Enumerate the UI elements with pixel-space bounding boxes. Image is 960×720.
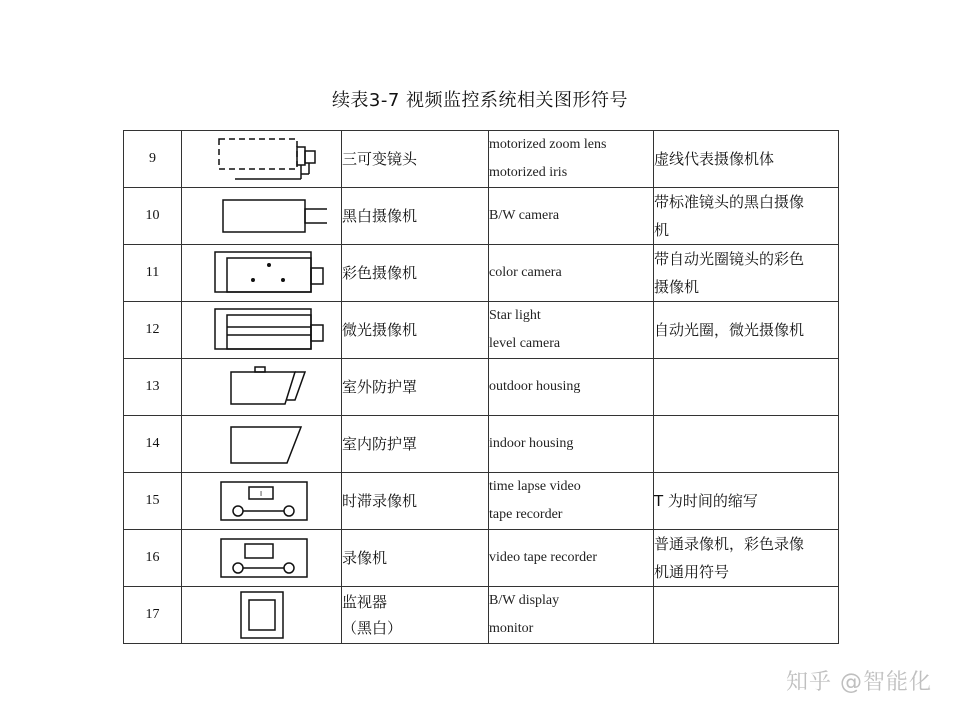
chinese-name [342, 188, 489, 245]
color-camera-icon [182, 245, 342, 302]
watermark: 知乎 @智能化 [786, 670, 932, 695]
chinese-name [342, 416, 489, 473]
row-number: 15 [124, 473, 182, 530]
svg-text:I: I [259, 490, 262, 498]
remark-line: 带自动光圈镜头的彩色 [654, 250, 805, 268]
table-row [124, 587, 839, 644]
chinese-name-line: 室内防护罩 [342, 435, 418, 453]
chinese-name [342, 530, 489, 587]
english-name [489, 131, 654, 188]
english-name [489, 245, 654, 302]
row-number: 11 [124, 245, 182, 302]
english-name [489, 530, 654, 587]
bw-display-monitor-icon [182, 587, 342, 644]
chinese-name-line: 监视器 [342, 593, 388, 611]
remark [654, 473, 839, 530]
english-name-line: video tape recorder [489, 550, 598, 565]
table-row [124, 302, 839, 359]
row-number: 12 [124, 302, 182, 359]
chinese-name [342, 587, 489, 644]
row-number: 9 [124, 131, 182, 188]
row-number: 16 [124, 530, 182, 587]
english-name-line: B/W camera [489, 208, 560, 223]
row-number: 13 [124, 359, 182, 416]
remark [654, 359, 839, 416]
english-name [489, 473, 654, 530]
row-number: 10 [124, 188, 182, 245]
bw-camera-icon [182, 188, 342, 245]
remark [654, 530, 839, 587]
english-name-line: indoor housing [489, 436, 574, 451]
chinese-name-line: 三可变镜头 [342, 150, 418, 168]
english-name [489, 188, 654, 245]
row-number: 14 [124, 416, 182, 473]
english-name-line: level camera [489, 336, 561, 351]
remark [654, 131, 839, 188]
chinese-name [342, 131, 489, 188]
english-name [489, 587, 654, 644]
chinese-name [342, 473, 489, 530]
remark [654, 188, 839, 245]
symbols-table [123, 130, 839, 644]
chinese-name-line: 彩色摄像机 [342, 264, 418, 282]
english-name-line: B/W display [489, 593, 560, 608]
chinese-name-line: 室外防护罩 [342, 378, 418, 396]
english-name-line: monitor [489, 621, 534, 636]
chinese-name-line: 黑白摄像机 [342, 207, 418, 225]
table-row [124, 416, 839, 473]
chinese-name-line: 录像机 [342, 549, 388, 567]
chinese-name-line: （黑白） [342, 619, 403, 637]
chinese-name-line: 时滞录像机 [342, 492, 418, 510]
english-name [489, 302, 654, 359]
english-name [489, 416, 654, 473]
remark-line: 摄像机 [654, 278, 700, 296]
english-name-line: motorized zoom lens [489, 137, 607, 152]
table-title: 续表3-7 视频监控系统相关图形符号 [331, 90, 629, 111]
outdoor-housing-icon [182, 359, 342, 416]
remark-line: 自动光圈，微光摄像机 [654, 321, 805, 339]
chinese-name-line: 微光摄像机 [342, 321, 418, 339]
starlight-camera-icon [182, 302, 342, 359]
table-row [124, 473, 839, 530]
english-name-line: Star light [489, 308, 541, 323]
chinese-name [342, 245, 489, 302]
indoor-housing-icon [182, 416, 342, 473]
english-name-line: tape recorder [489, 507, 563, 522]
row-number: 17 [124, 587, 182, 644]
english-name-line: outdoor housing [489, 379, 581, 394]
english-name [489, 359, 654, 416]
table-row [124, 131, 839, 188]
remark-line: T 为时间的缩写 [654, 492, 758, 510]
table-row [124, 530, 839, 587]
chinese-name [342, 302, 489, 359]
table-row [124, 188, 839, 245]
chinese-name [342, 359, 489, 416]
video-tape-recorder-icon [182, 530, 342, 587]
table-row [124, 245, 839, 302]
table-row [124, 359, 839, 416]
english-name-line: color camera [489, 265, 562, 280]
remark-line: 机 [654, 221, 670, 239]
remark-line: 虚线代表摄像机体 [654, 150, 775, 168]
motorized-zoom-lens-icon [182, 131, 342, 188]
remark [654, 302, 839, 359]
english-name-line: time lapse video [489, 479, 581, 494]
remark [654, 245, 839, 302]
remark-line: 带标准镜头的黑白摄像 [654, 193, 805, 211]
time-lapse-recorder-icon [182, 473, 342, 530]
remark [654, 587, 839, 644]
remark [654, 416, 839, 473]
english-name-line: motorized iris [489, 165, 568, 180]
remark-line: 机通用符号 [654, 563, 730, 581]
remark-line: 普通录像机，彩色录像 [654, 535, 805, 553]
